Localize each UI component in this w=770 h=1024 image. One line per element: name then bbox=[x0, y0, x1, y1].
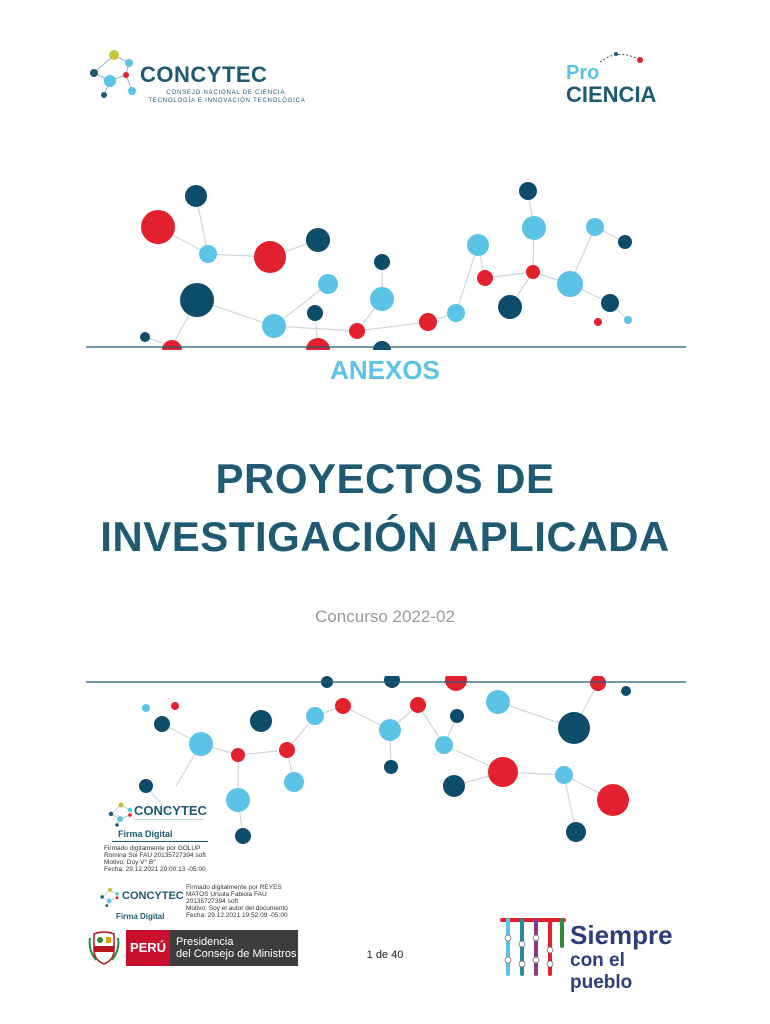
pcm-line-1: Presidencia bbox=[176, 936, 234, 948]
signature-stamp-2 bbox=[98, 884, 184, 924]
signature-1-label: Firma Digital bbox=[118, 829, 173, 839]
contest-subtitle: Concurso 2022-02 bbox=[315, 607, 455, 626]
signature-1-details: Firmado digitalmente por GOLUP Romina Sol FAU 20135727394 soft Motivo: Doy V° B° Fecha: 29.12.2021 20:00:13 -05:00 bbox=[104, 845, 206, 873]
peru-label: PERÚ bbox=[129, 940, 167, 955]
concytec-logo bbox=[84, 45, 314, 107]
title-line-1: PROYECTOS DE bbox=[215, 455, 555, 502]
concytec-small-molecule-icon bbox=[106, 800, 136, 828]
document-title bbox=[0, 450, 770, 566]
pcm-line-2: del Consejo de Ministros bbox=[176, 948, 297, 960]
signature-stamp-1 bbox=[104, 796, 224, 844]
siempre-con-el-pueblo-logo bbox=[500, 916, 692, 993]
concytec-tagline: CONSEJO NACIONAL DE CIENCIA, TECNOLOGÍA E INNOVACIÓN TECNOLÓGICA bbox=[148, 90, 306, 104]
pcm-label-box bbox=[170, 930, 298, 966]
peru-label-box bbox=[126, 930, 170, 966]
prociencia-arc-icon bbox=[596, 50, 646, 70]
top-molecule-network bbox=[0, 170, 770, 350]
prociencia-ciencia: CIENCIA bbox=[566, 82, 657, 107]
peru-coat-of-arms-icon bbox=[88, 930, 120, 966]
section-heading: ANEXOS bbox=[330, 355, 440, 385]
people-figures-icon bbox=[500, 916, 566, 978]
signature-2-label: Firma Digital bbox=[116, 912, 165, 921]
peru-pcm-logo bbox=[86, 929, 298, 967]
concytec-name: CONCYTEC bbox=[140, 62, 268, 87]
signature-1-logo-text: CONCYTEC bbox=[134, 803, 207, 818]
con-el-pueblo-text: con el pueblo bbox=[570, 950, 633, 993]
prociencia-logo bbox=[566, 50, 690, 108]
page-number: 1 de 40 bbox=[366, 949, 404, 961]
signature-2-details: Firmado digitalmente por REYES MATOS Ursula Fabiola FAU 20135727394 soft Motivo: Soy el autor del documento Fecha: 29.12.2021 19:52:09 -05:00 bbox=[186, 884, 288, 919]
concytec-small-molecule-icon bbox=[98, 886, 122, 908]
title-line-2: INVESTIGACIÓN APLICADA bbox=[100, 513, 670, 560]
siempre-text: Siempre bbox=[570, 920, 673, 950]
signature-2-logo-text: CONCYTEC bbox=[122, 890, 184, 902]
prociencia-pro: Pro bbox=[566, 62, 600, 84]
